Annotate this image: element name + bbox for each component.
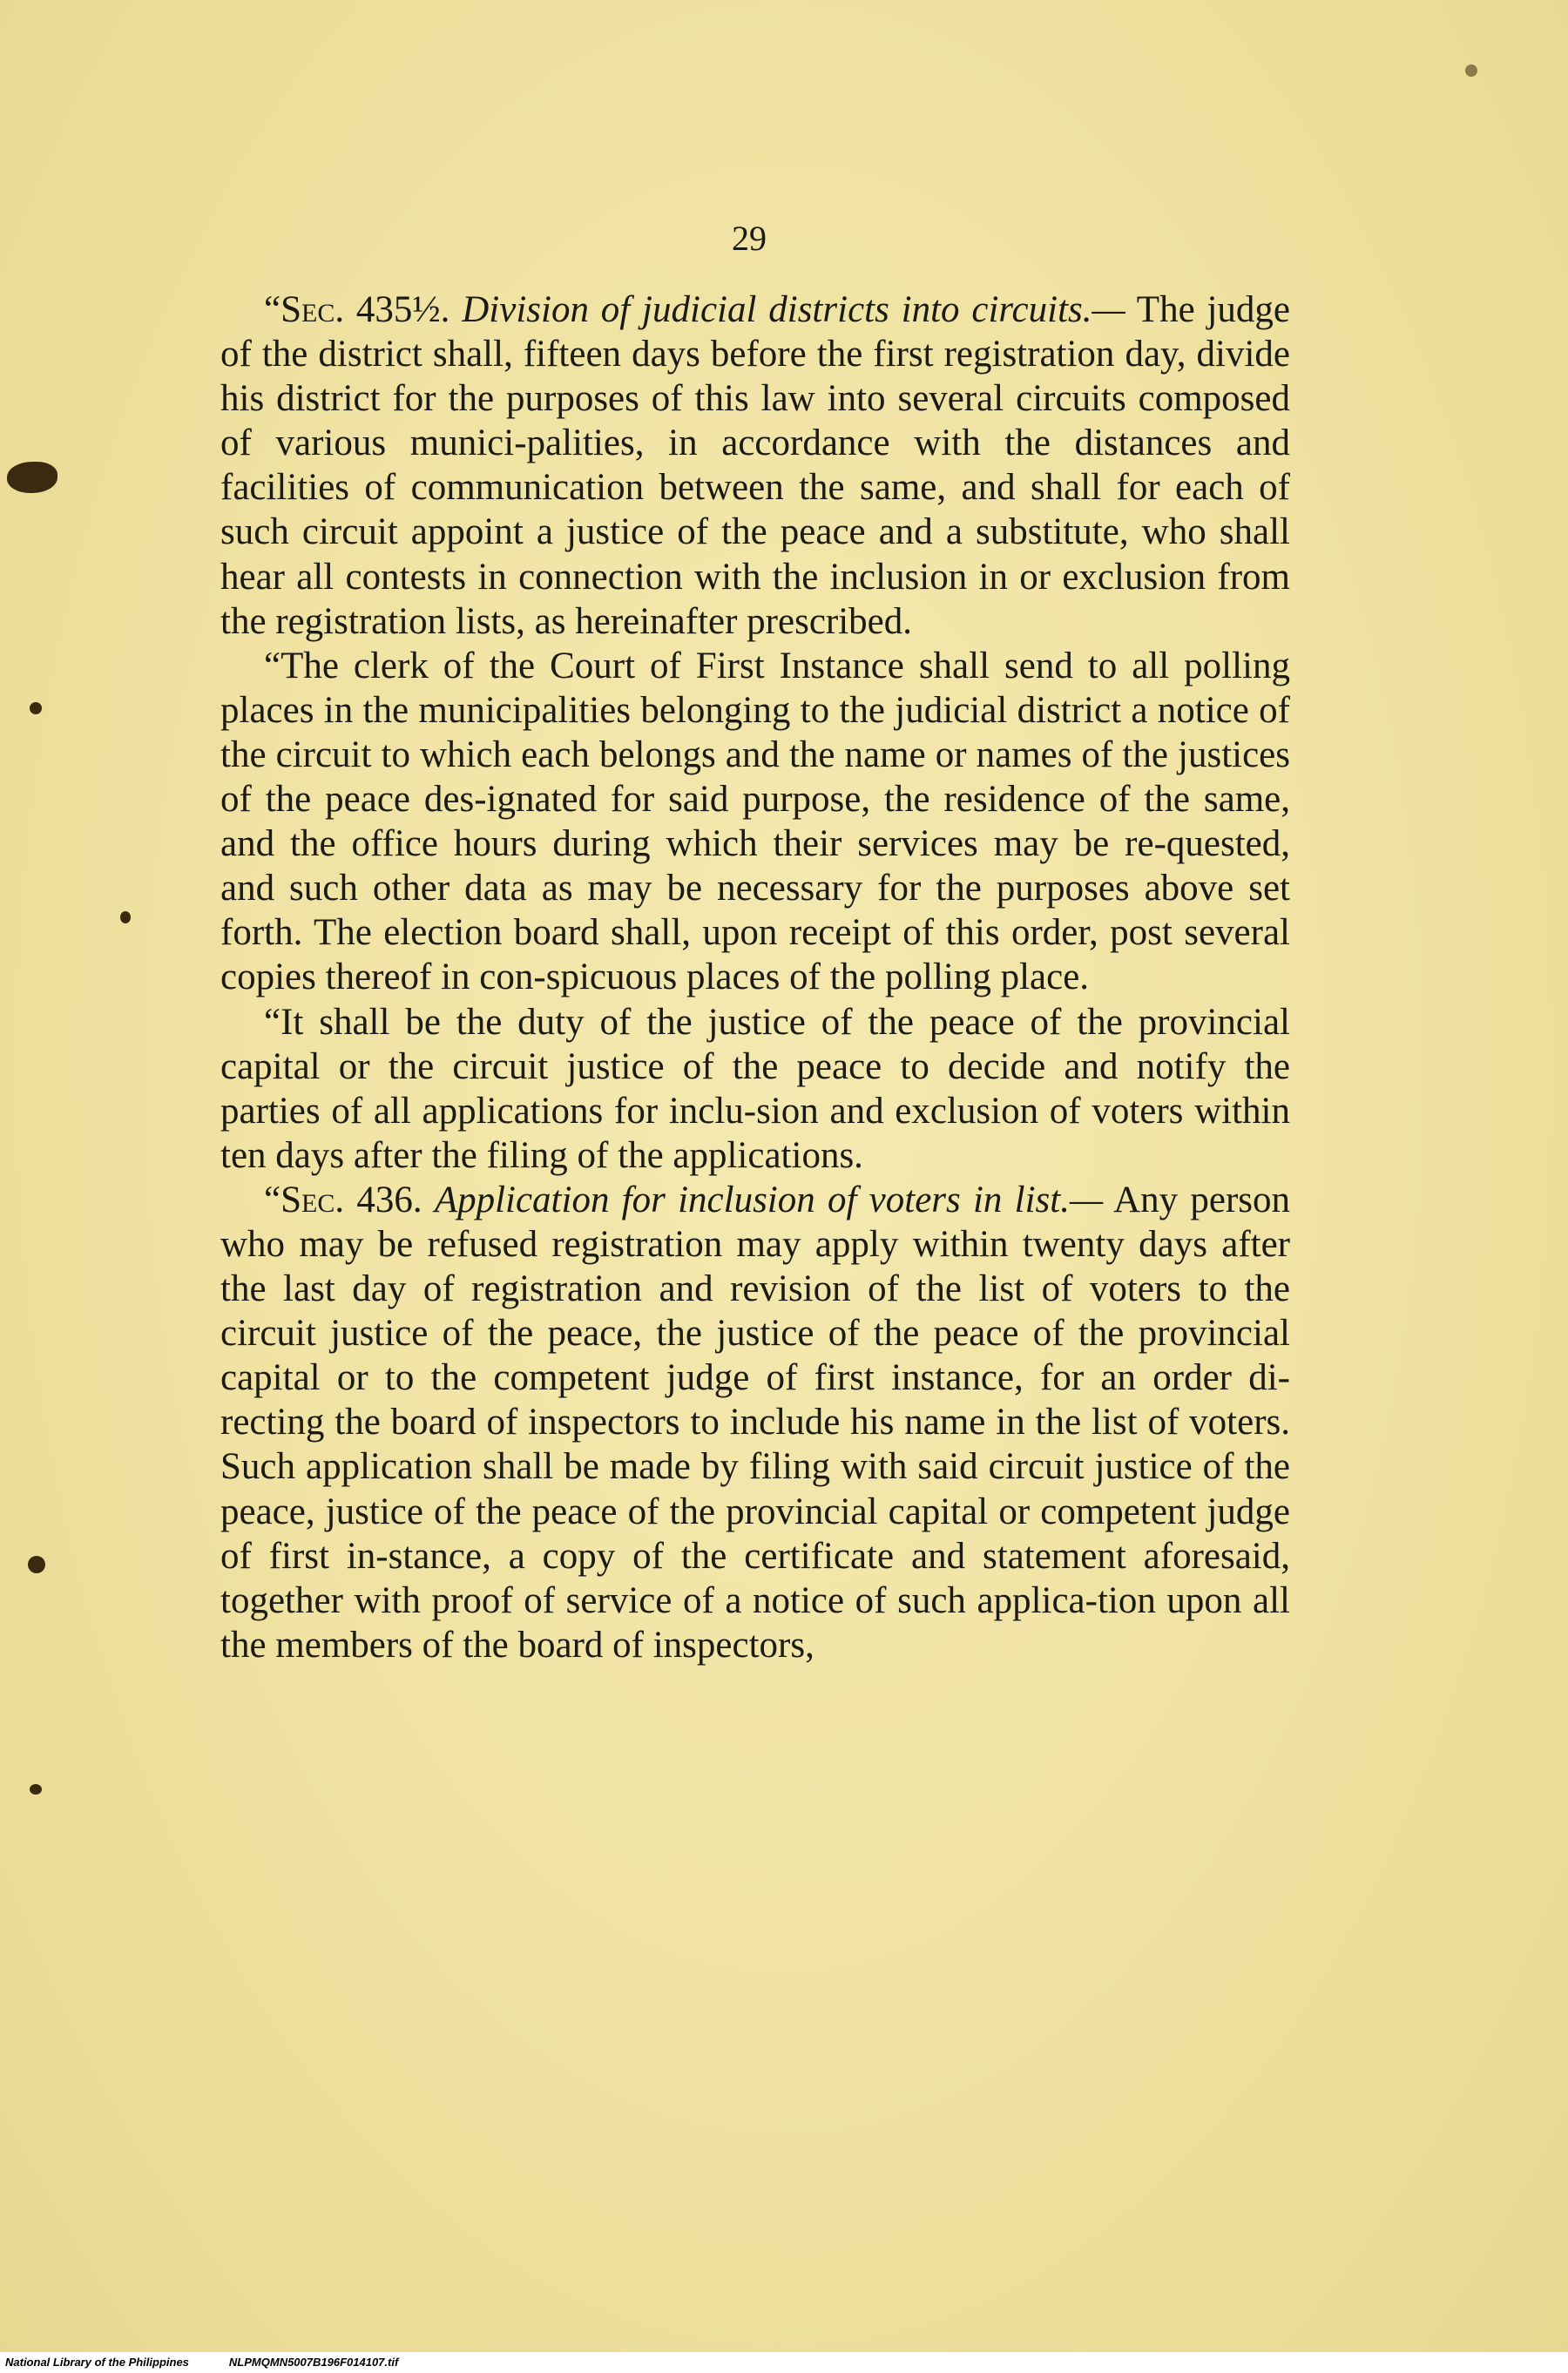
quote-mark: “ bbox=[264, 1179, 281, 1220]
ink-speck bbox=[120, 911, 131, 923]
page-number: 29 bbox=[732, 219, 767, 258]
clerk-notice-paragraph: “The clerk of the Court of First Instance shall send to all polling places in the municipalities belonging to the judicial district a notice of the circuit to which each belongs and the name or names of the justices of the peace des-ignated for said purpose, the residence of the same, and the office hours during which their services may be re-quested, and such other data as may be necessary for the purposes above set forth. The election board shall, upon receipt of this order, post several copies thereof in con-spicuous places of the polling place. bbox=[220, 645, 1290, 998]
section-label: Sec. bbox=[280, 1179, 345, 1220]
ink-speck bbox=[30, 1784, 42, 1795]
body-text bbox=[220, 287, 1290, 1667]
section-number: 436. bbox=[344, 1179, 435, 1220]
library-credit: National Library of the Philippines bbox=[5, 2356, 189, 2369]
ink-blot bbox=[7, 462, 57, 493]
ink-speck bbox=[1465, 64, 1477, 77]
section-436 bbox=[220, 1178, 1290, 1667]
justice-duty-paragraph: “It shall be the duty of the justice of the peace of the provincial capital or the circuit justice of the peace to decide and notify the parties of all applications for inclu-sion and exclusion of voters within ten days after the filing of the applications. bbox=[220, 1001, 1290, 1176]
scan-footer bbox=[0, 2352, 1568, 2373]
section-label: Sec. bbox=[280, 289, 345, 330]
quote-mark: “ bbox=[264, 289, 281, 330]
ink-speck bbox=[30, 702, 42, 714]
section-number: 435½. bbox=[344, 289, 463, 330]
ink-speck bbox=[28, 1556, 45, 1573]
section-heading: Division of judicial districts into circuits.— bbox=[462, 289, 1125, 330]
file-id: NLPMQMN5007B196F014107.tif bbox=[228, 2356, 399, 2369]
section-heading: Application for inclusion of voters in list.— bbox=[434, 1179, 1104, 1220]
section-text: Any person who may be refused registration may apply within twenty days after the last day of registration and revision of the list of voters to the circuit justice of the peace, the justice of the peace of the provincial capital or to the competent judge of first instance, for an order di-recting the board of inspectors to include his name in the list of voters. Such application shall be made by filing with said circuit justice of the peace, justice of the peace of the provincial capital or competent judge of first in-stance, a copy of the certificate and statement aforesaid, together with proof of service of a notice of such applica-tion upon all the members of the board of inspectors, bbox=[220, 1179, 1290, 1666]
section-text: The judge of the district shall, fifteen days before the first registration day, divide his district for the purposes of this law into several circuits composed of various munici-palities, in accordance with the distances and facilities of communication between the same, and shall for each of such circuit appoint a justice of the peace and a substitute, who shall hear all contests in connection with the inclusion in or exclusion from the registration lists, as hereinafter prescribed. bbox=[220, 289, 1291, 642]
section-435-half bbox=[220, 287, 1290, 644]
